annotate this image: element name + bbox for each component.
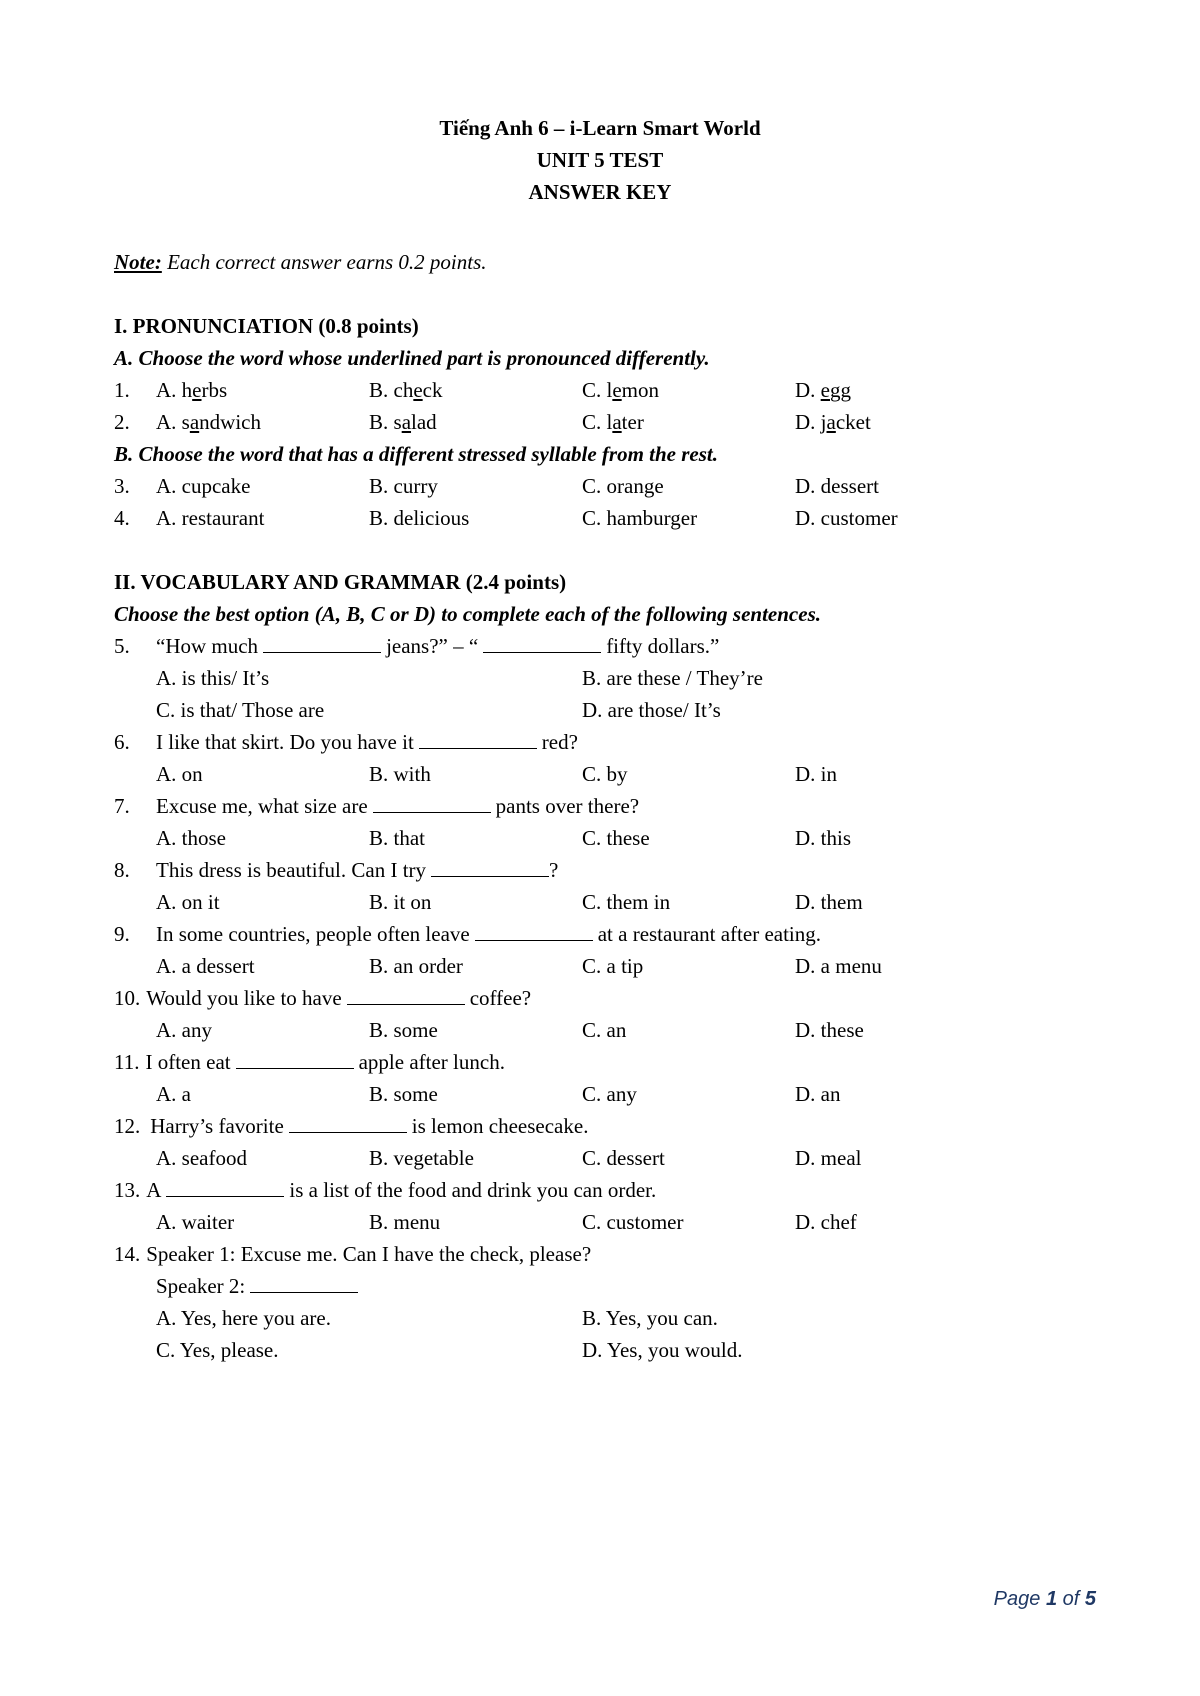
section-vocabulary-title: II. VOCABULARY AND GRAMMAR (2.4 points) [114,570,567,594]
option-b: B. Yes, you can. [582,1306,718,1330]
course-title: Tiếng Anh 6 – i-Learn Smart World [439,116,761,140]
question-2 [114,406,1074,438]
answer-key-title: ANSWER KEY [528,180,672,204]
option-b: B. menu [369,1210,441,1234]
option-d: D. chef [795,1210,857,1234]
option-a: A. on it [156,890,220,914]
option-b: B. that [369,826,425,850]
document-body [114,246,1074,1366]
option-d: D. in [795,762,837,786]
option-b: B. delicious [369,506,470,530]
option-d: D. jacket [795,410,871,434]
question-6-options [114,758,1074,790]
question-7 [114,790,1074,822]
option-a: A. those [156,826,226,850]
part-b-instruction: B. Choose the word that has a different stressed syllable from the rest. [114,442,718,466]
question-10 [114,982,1074,1014]
answer-blank [263,634,381,653]
answer-blank [475,922,593,941]
question-number: 2. [114,410,130,434]
question-text: Excuse me, what size are pants over there? [156,794,640,818]
option-c: C. hamburger [582,506,698,530]
option-b: B. check [369,378,443,402]
option-a: A. waiter [156,1210,235,1234]
part-a-instruction: A. Choose the word whose underlined part is pronounced differently. [114,346,710,370]
answer-blank [373,794,491,813]
option-c: C. Yes, please. [156,1338,279,1362]
option-b: B. with [369,762,431,786]
option-a: A. a dessert [156,954,255,978]
answer-blank [419,730,537,749]
question-text: This dress is beautiful. Can I try ? [156,858,559,882]
question-1 [114,374,1074,406]
section-pronunciation-title: I. PRONUNCIATION (0.8 points) [114,314,419,338]
answer-blank [431,858,549,877]
option-d: D. dessert [795,474,879,498]
option-b: B. curry [369,474,438,498]
note-label: Note: [114,250,162,274]
question-number: 6. [114,730,130,754]
option-a: A. seafood [156,1146,247,1170]
question-text: A is a list of the food and drink you can order. [146,1178,657,1202]
question-13 [114,1174,1074,1206]
question-4 [114,502,1074,534]
note-text: Each correct answer earns 0.2 points. [161,250,487,274]
question-10-options [114,1014,1074,1046]
option-a: A. a [156,1082,191,1106]
answer-blank [166,1178,284,1197]
question-number: 9. [114,922,130,946]
document-header [0,112,1200,208]
option-d: D. meal [795,1146,862,1170]
option-d: D. this [795,826,852,850]
option-c: C. an [582,1018,627,1042]
option-a: A. on [156,762,203,786]
question-text: Would you like to have coffee? [146,986,532,1010]
option-a: A. herbs [156,378,228,402]
question-number: 5. [114,634,130,658]
page-number: Page 1 of 5 [993,1588,1096,1610]
option-c: C. orange [582,474,664,498]
question-number: 8. [114,858,130,882]
option-d: D. these [795,1018,864,1042]
option-c: C. lemon [582,378,660,402]
question-6 [114,726,1074,758]
option-b: B. vegetable [369,1146,474,1170]
question-5 [114,630,1074,662]
question-number: 10. [114,986,141,1010]
option-b: B. it on [369,890,432,914]
option-d: D. a menu [795,954,882,978]
question-text: Harry’s favorite is lemon cheesecake. [150,1114,589,1138]
option-a: A. Yes, here you are. [156,1306,331,1330]
section-vocabulary-instruction: Choose the best option (A, B, C or D) to complete each of the following sentences. [114,602,821,626]
question-9 [114,918,1074,950]
question-8 [114,854,1074,886]
option-d: D. Yes, you would. [582,1338,743,1362]
answer-blank [289,1114,407,1133]
answer-blank [347,986,465,1005]
question-12-options [114,1142,1074,1174]
test-title: UNIT 5 TEST [536,148,664,172]
option-c: C. any [582,1082,637,1106]
question-number: 12. [114,1114,141,1138]
option-c: C. a tip [582,954,644,978]
option-c: C. dessert [582,1146,665,1170]
answer-blank [236,1050,354,1069]
answer-blank [483,634,601,653]
option-a: A. any [156,1018,212,1042]
option-b: B. some [369,1082,438,1106]
question-14 [114,1238,1074,1270]
question-14-options-row-1 [114,1302,1074,1334]
option-a: A. cupcake [156,474,251,498]
question-text: In some countries, people often leave at a restaurant after eating. [156,922,822,946]
scoring-note [114,246,1074,278]
option-a: A. sandwich [156,410,261,434]
question-number: 4. [114,506,130,530]
option-c: C. later [582,410,644,434]
question-text: Speaker 1: Excuse me. Can I have the check, please? [146,1242,592,1266]
answer-blank [250,1274,358,1293]
option-d: D. egg [795,378,851,402]
question-5-options-row-2 [114,694,1074,726]
option-c: C. by [582,762,628,786]
option-a: A. restaurant [156,506,265,530]
question-number: 13. [114,1178,141,1202]
option-b: B. are these / They’re [582,666,763,690]
question-13-options [114,1206,1074,1238]
option-b: B. some [369,1018,438,1042]
question-7-options [114,822,1074,854]
question-text: I often eat apple after lunch. [145,1050,505,1074]
option-c: C. customer [582,1210,684,1234]
option-b: B. salad [369,410,437,434]
question-number: 1. [114,378,130,402]
question-number: 14. [114,1242,141,1266]
option-d: D. customer [795,506,898,530]
question-11 [114,1046,1074,1078]
question-text: I like that skirt. Do you have it red? [156,730,578,754]
question-number: 11. [114,1050,140,1074]
option-a: A. is this/ It’s [156,666,270,690]
question-number: 3. [114,474,130,498]
option-c: C. these [582,826,650,850]
question-5-options-row-1 [114,662,1074,694]
question-text: Speaker 2: [156,1270,363,1302]
option-b: B. an order [369,954,463,978]
option-d: D. are those/ It’s [582,698,721,722]
question-9-options [114,950,1074,982]
question-text: “How much jeans?” – “ fifty dollars.” [156,634,720,658]
question-11-options [114,1078,1074,1110]
question-12 [114,1110,1074,1142]
question-number: 7. [114,794,130,818]
question-8-options [114,886,1074,918]
option-d: D. them [795,890,863,914]
question-14-speaker-2 [114,1270,1074,1302]
option-d: D. an [795,1082,841,1106]
option-c: C. them in [582,890,671,914]
question-14-options-row-2 [114,1334,1074,1366]
question-3 [114,470,1074,502]
option-c: C. is that/ Those are [156,698,325,722]
